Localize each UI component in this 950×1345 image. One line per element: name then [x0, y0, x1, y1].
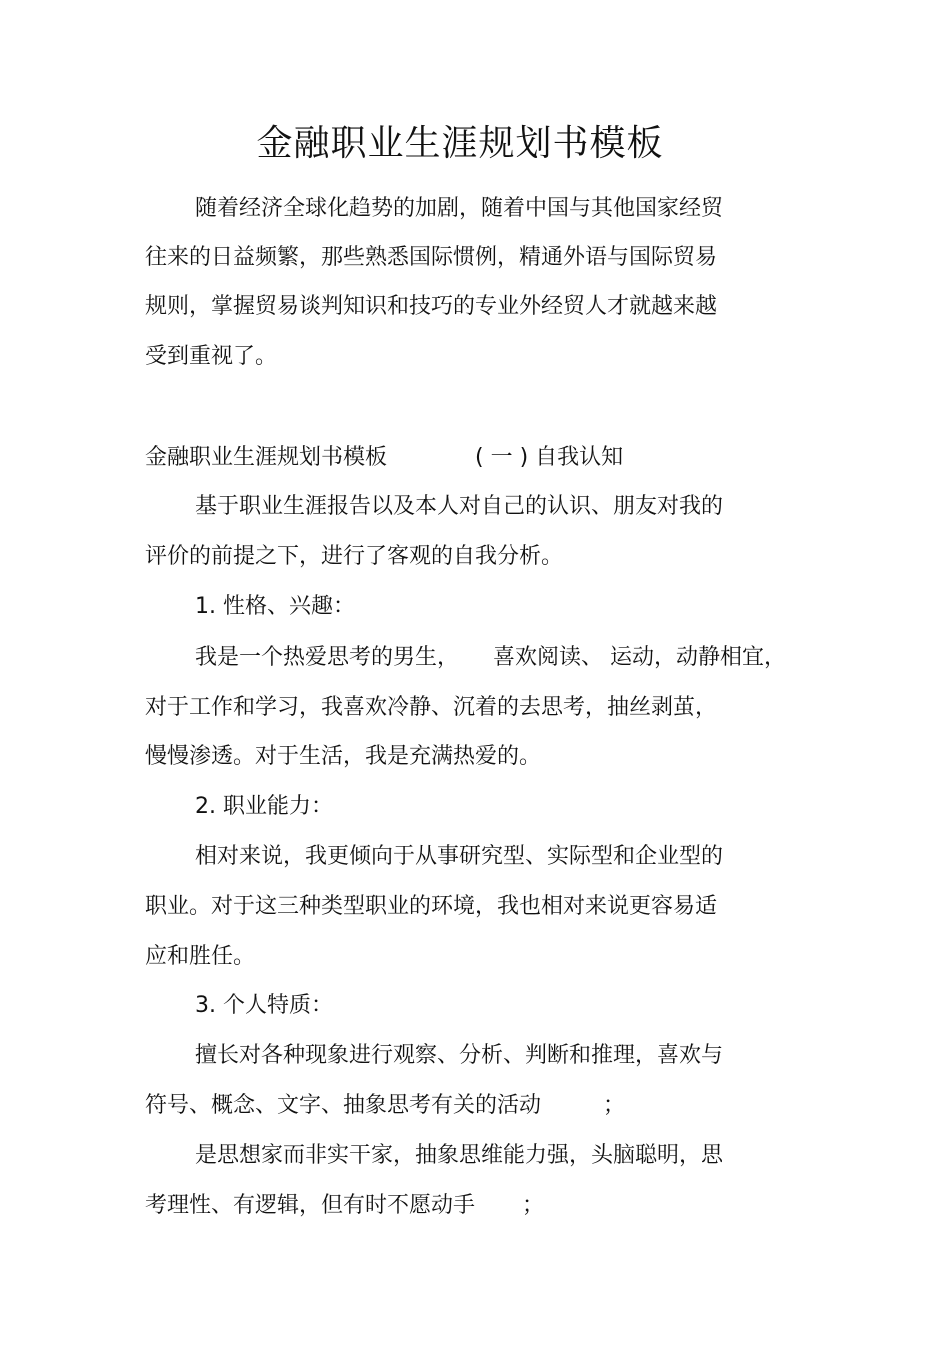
intro-line: 规则，掌握贸易谈判知识和技巧的专业外经贸人才就越来越	[145, 294, 718, 319]
item3-p1-line1: 擅长对各种现象进行观察、分析、判断和推理，喜欢与	[195, 1043, 724, 1068]
intro-line: 受到重视了。	[145, 344, 278, 369]
item3-p1-line2-end: ；	[603, 1093, 626, 1118]
item1-heading: 1. 性格、兴趣：	[195, 594, 355, 619]
item3-p2-line1: 是思想家而非实干家，抽象思维能力强，头脑聪明，思	[195, 1143, 724, 1168]
intro-line: 往来的日益频繁，那些熟悉国际惯例，精通外语与国际贸易	[145, 245, 718, 270]
item3-p2-line2: 考理性、有逻辑，但有时不愿动手	[145, 1193, 476, 1218]
section-heading-right: ( 一 ) 自我认知	[475, 445, 624, 470]
self-cognition-line: 基于职业生涯报告以及本人对自己的认识、朋友对我的	[195, 494, 724, 519]
document-title: 金融职业生涯规划书模板	[256, 123, 664, 164]
item3-p1-line2: 符号、概念、文字、抽象思考有关的活动	[145, 1093, 542, 1118]
section-heading-left: 金融职业生涯规划书模板	[145, 445, 388, 470]
item3-p2-line2-end: ；	[522, 1193, 545, 1218]
item2-line: 职业。对于这三种类型职业的环境，我也相对来说更容易适	[145, 894, 718, 919]
item3-heading: 3. 个人特质：	[195, 993, 333, 1018]
item2-heading: 2. 职业能力：	[195, 794, 333, 819]
item1-line1-part1: 我是一个热爱思考的男生，	[195, 645, 460, 670]
item2-line: 应和胜任。	[145, 944, 256, 969]
item1-line2: 对于工作和学习，我喜欢冷静、沉着的去思考，抽丝剥茧，	[145, 695, 718, 720]
item2-line: 相对来说，我更倾向于从事研究型、实际型和企业型的	[195, 844, 724, 869]
self-cognition-line: 评价的前提之下，进行了客观的自我分析。	[145, 544, 564, 569]
item1-line1-part2: 喜欢阅读、 运动，动静相宜，	[493, 645, 786, 670]
intro-line: 随着经济全球化趋势的加剧，随着中国与其他国家经贸	[195, 196, 724, 221]
item1-line3: 慢慢渗透。对于生活，我是充满热爱的。	[145, 744, 542, 769]
